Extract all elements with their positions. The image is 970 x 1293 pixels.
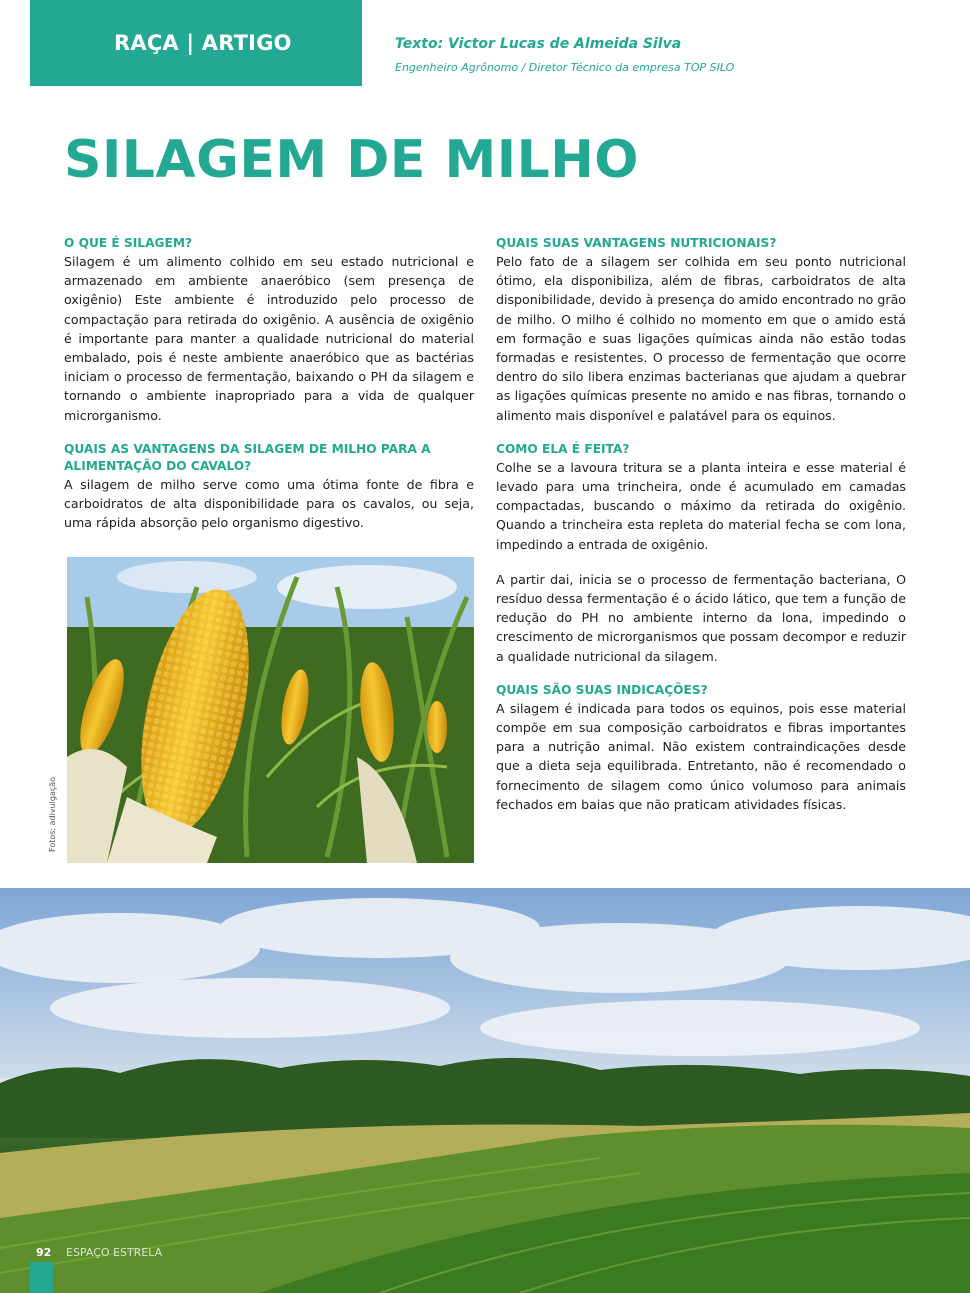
paragraph-advantages-horse: A silagem de milho serve como uma ótima fonte de fibra e carboidratos de alta disponibilidade para os cavalos, ou seja, uma rápida absorção pelo organismo digestivo.: [64, 476, 474, 531]
paragraph-how-made-2: A partir dai, inicia se o processo de fermentação bacteriana, O resíduo dessa fermentação é o ácido lático, que tem a função de redução do PH no ambiente interno da lona, impedindo o crescimento de microrganismos que possam decompor e reduzir a qualidade nutricional da silagem.: [496, 571, 906, 664]
author-name: Texto: Victor Lucas de Almeida Silva: [395, 36, 682, 52]
section-heading-indications: QUAIS SÃO SUAS INDICAÇÕES?: [496, 682, 708, 697]
paragraph-indications: A silagem é indicada para todos os equinos, pois esse material compõe em sua composição carboidratos e fibras importantes para a nutrição animal. Não existem contraindicações desde que a dieta seja equilibrada. Entretanto, não é recomendado o fornecimento de silagem como único volumoso para animais fechados em baias que não praticam atividades físicas.: [496, 700, 906, 812]
photo-credit: Fotos: adivulgação: [48, 776, 57, 852]
section-heading-what-is: O QUE É SILAGEM?: [64, 236, 193, 250]
section-heading-nutritional: QUAIS SUAS VANTAGENS NUTRICIONAIS?: [496, 236, 777, 250]
byline: [395, 36, 734, 74]
paragraph-how-made-1: Colhe se a lavoura tritura se a planta inteira e esse material é levado para uma trincheira, onde é acumulado em camadas compactadas, buscando o máximo da retirada do oxigênio. Quando a trincheira esta repleta do material fecha se com lona, impedindo a entrada de oxigênio.: [496, 459, 906, 552]
magazine-name: ESPAÇO ESTRELA: [66, 1246, 163, 1259]
paragraph-what-is: Silagem é um alimento colhido em seu estado nutricional e armazenado em ambiente anaeróbico (sem presença de oxigênio) Este ambiente é introduzido pelo processo de compactação para retirada do oxigênio. A ausência de oxigênio é importante para manter a qualidade nutricional do material embalado, pois é neste ambiente anaeróbico que as bactérias iniciam o processo de fermentação, baixando o PH da silagem e tornando o ambiente inapropriado para a vida de qualquer microrganismo.: [64, 254, 474, 423]
corner-accent: [30, 1262, 53, 1293]
corn-cob-photo: [67, 557, 474, 863]
right-column: [496, 235, 906, 814]
paragraph-nutritional: Pelo fato de a silagem ser colhida em seu ponto nutricional ótimo, ela disponibiliza, além de fibras, carboidratos de alta disponibilidade, devido à presença do amido encontrado no grão de milho. O milho é colhido no momento em que o amido está em formação e suas ligações químicas ainda não estão todas formadas e resistentes. O processo de fermentação que ocorre dentro do silo libera enzimas bacterianas que ajudam a quebrar as ligações químicas presente no amido e nas fibras, tornando o alimento mais disponível e palatável para os equinos.: [496, 254, 906, 423]
section-heading-advantages-horse: QUAIS AS VANTAGENS DA SILAGEM DE MILHO PARA A ALIMENTAÇÃO DO CAVALO?: [64, 441, 431, 473]
section-label: RAÇA | ARTIGO: [114, 31, 292, 55]
cornfield-illustration: [0, 888, 970, 1293]
corn-cob-illustration: [67, 557, 474, 863]
left-column: [64, 235, 474, 532]
page-number: 92: [36, 1246, 52, 1259]
author-role: Engenheiro Agrônomo / Diretor Técnico da empresa TOP SILO: [395, 61, 735, 74]
article-title: SILAGEM DE MILHO: [64, 130, 639, 190]
section-banner: [30, 0, 362, 86]
cornfield-landscape-photo: [0, 888, 970, 1293]
section-heading-how-made: COMO ELA É FEITA?: [496, 441, 630, 456]
